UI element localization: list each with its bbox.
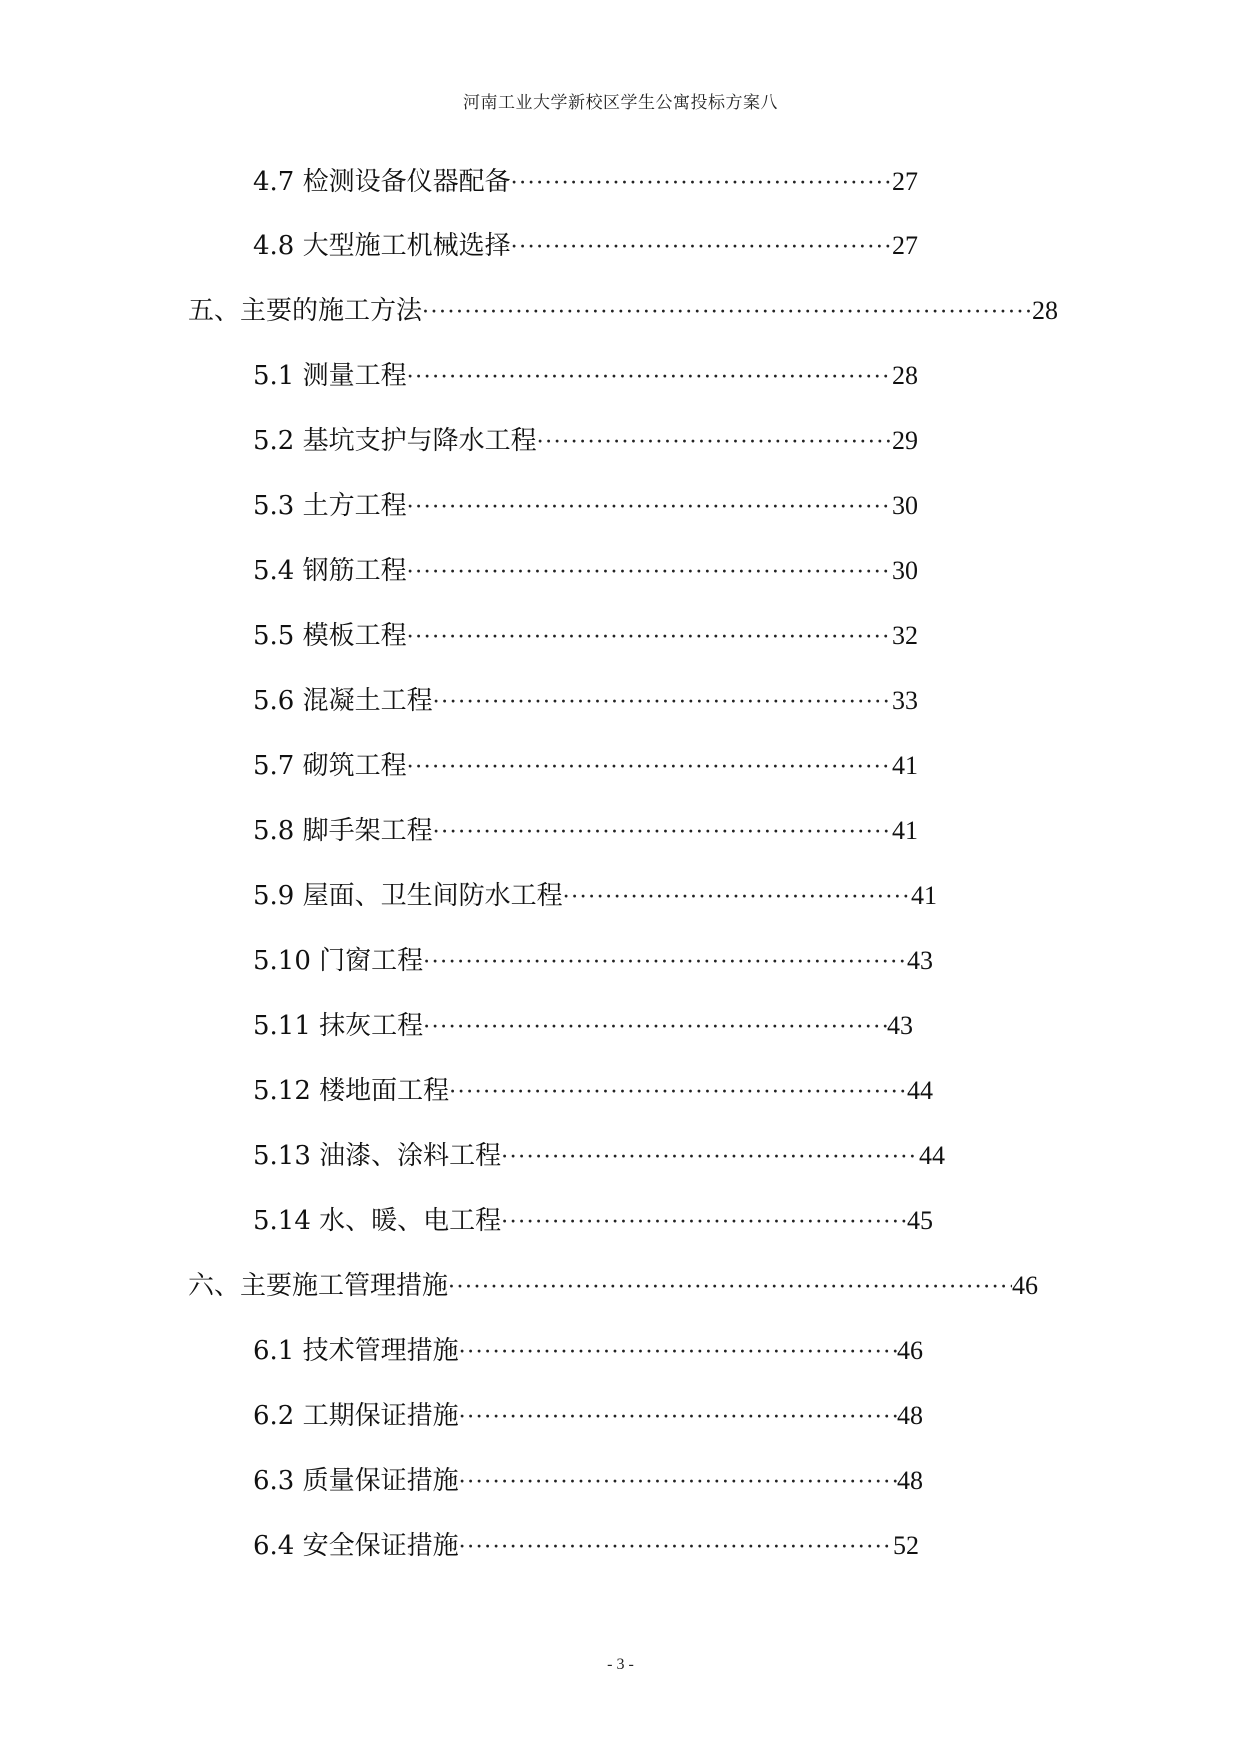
- toc-entry[interactable]: [253, 421, 918, 461]
- toc-entry-label: 5.6 混凝土工程: [253, 686, 433, 716]
- toc-dot-leader: [501, 1138, 919, 1176]
- toc-page-number: 45: [907, 1206, 933, 1235]
- toc-entry[interactable]: [253, 551, 918, 591]
- toc-entry[interactable]: [253, 356, 918, 396]
- toc-entry[interactable]: [253, 1331, 923, 1371]
- toc-dot-leader: [433, 813, 892, 851]
- toc-entry-label: 5.4 钢筋工程: [253, 556, 407, 586]
- toc-entry[interactable]: [253, 746, 918, 786]
- toc-page-number: 27: [892, 167, 918, 196]
- toc-page-number: 44: [907, 1076, 933, 1105]
- toc-dot-leader: [407, 553, 892, 591]
- toc-page-number: 32: [892, 621, 918, 650]
- toc-entry-label: 4.8 大型施工机械选择: [253, 231, 511, 261]
- toc-dot-leader: [511, 164, 892, 202]
- toc-page-number: 46: [897, 1336, 923, 1365]
- toc-entry[interactable]: [253, 1201, 933, 1241]
- toc-page-number: 43: [907, 946, 933, 975]
- toc-entry[interactable]: [253, 162, 918, 202]
- toc-dot-leader: [459, 1463, 897, 1501]
- toc-entry[interactable]: [188, 1266, 1038, 1306]
- toc-page-number: 48: [897, 1401, 923, 1430]
- toc-entry-label: 5.8 脚手架工程: [253, 816, 433, 846]
- toc-entry-label: 五、主要的施工方法: [188, 296, 423, 326]
- toc-dot-leader: [459, 1528, 893, 1566]
- toc-entry-label: 5.2 基坑支护与降水工程: [253, 426, 537, 456]
- toc-entry[interactable]: [253, 681, 918, 721]
- running-header: 河南工业大学新校区学生公寓投标方案八: [463, 93, 778, 113]
- toc-entry-label: 5.1 测量工程: [253, 361, 407, 391]
- toc-entry-label: 5.12 楼地面工程: [253, 1076, 450, 1106]
- toc-entry[interactable]: [253, 1071, 933, 1111]
- toc-dot-leader: [433, 683, 892, 721]
- toc-entry-label: 4.7 检测设备仪器配备: [253, 167, 511, 197]
- toc-dot-leader: [407, 358, 892, 396]
- toc-dot-leader: [423, 943, 907, 981]
- toc-entry[interactable]: [253, 1006, 913, 1046]
- toc-entry[interactable]: [253, 616, 918, 656]
- toc-page-number: 43: [887, 1011, 913, 1040]
- toc-page-number: 28: [892, 361, 918, 390]
- toc-entry-label: 5.14 水、暖、电工程: [253, 1206, 502, 1236]
- toc-dot-leader: [423, 1008, 887, 1046]
- toc-dot-leader: [449, 1073, 907, 1111]
- toc-dot-leader: [563, 878, 911, 916]
- toc-page-number: 41: [892, 816, 918, 845]
- toc-entry-label: 5.13 油漆、涂料工程: [253, 1141, 502, 1171]
- toc-entry-label: 六、主要施工管理措施: [188, 1271, 449, 1301]
- toc-dot-leader: [407, 488, 892, 526]
- toc-dot-leader: [407, 618, 892, 656]
- toc-entry-label: 5.7 砌筑工程: [253, 751, 407, 781]
- toc-entry-label: 5.10 门窗工程: [253, 946, 424, 976]
- toc-entry[interactable]: [253, 1526, 919, 1566]
- toc-entry[interactable]: [253, 1136, 945, 1176]
- toc-entry-label: 5.11 抹灰工程: [253, 1011, 424, 1041]
- toc-dot-leader: [537, 423, 892, 461]
- toc-entry[interactable]: [253, 941, 933, 981]
- toc-page-number: 48: [897, 1466, 923, 1495]
- toc-page-number: 44: [919, 1141, 945, 1170]
- toc-dot-leader: [501, 1203, 907, 1241]
- toc-page-number: 52: [893, 1531, 919, 1560]
- toc-entry[interactable]: [253, 1461, 923, 1501]
- toc-dot-leader: [448, 1268, 1012, 1306]
- toc-entry-label: 5.9 屋面、卫生间防水工程: [253, 881, 563, 911]
- toc-entry[interactable]: [253, 486, 918, 526]
- toc-page-number: 46: [1012, 1271, 1038, 1300]
- toc-dot-leader: [407, 748, 892, 786]
- toc-entry-label: 6.3 质量保证措施: [253, 1466, 459, 1496]
- toc-entry-label: 5.3 土方工程: [253, 491, 407, 521]
- toc-page-number: 41: [892, 751, 918, 780]
- toc-entry-label: 6.2 工期保证措施: [253, 1401, 459, 1431]
- toc-page-number: 41: [911, 881, 937, 910]
- toc-entry[interactable]: [253, 811, 918, 851]
- toc-page-number: 28: [1032, 296, 1058, 325]
- toc-entry-label: 6.1 技术管理措施: [253, 1336, 459, 1366]
- toc-page-number: 30: [892, 556, 918, 585]
- toc-entry[interactable]: [253, 876, 937, 916]
- toc-dot-leader: [422, 293, 1032, 331]
- toc-page-number: 29: [892, 426, 918, 455]
- toc-entry-label: 6.4 安全保证措施: [253, 1531, 459, 1561]
- toc-entry[interactable]: [253, 1396, 923, 1436]
- toc-entry[interactable]: [253, 226, 918, 266]
- toc-entry-label: 5.5 模板工程: [253, 621, 407, 651]
- toc-entry[interactable]: [188, 291, 1058, 331]
- toc-page-number: 27: [892, 231, 918, 260]
- toc-dot-leader: [511, 228, 892, 266]
- page-number: - 3 -: [607, 1656, 634, 1673]
- toc-dot-leader: [459, 1398, 897, 1436]
- toc-page-number: 30: [892, 491, 918, 520]
- toc-dot-leader: [459, 1333, 897, 1371]
- toc-page-number: 33: [892, 686, 918, 715]
